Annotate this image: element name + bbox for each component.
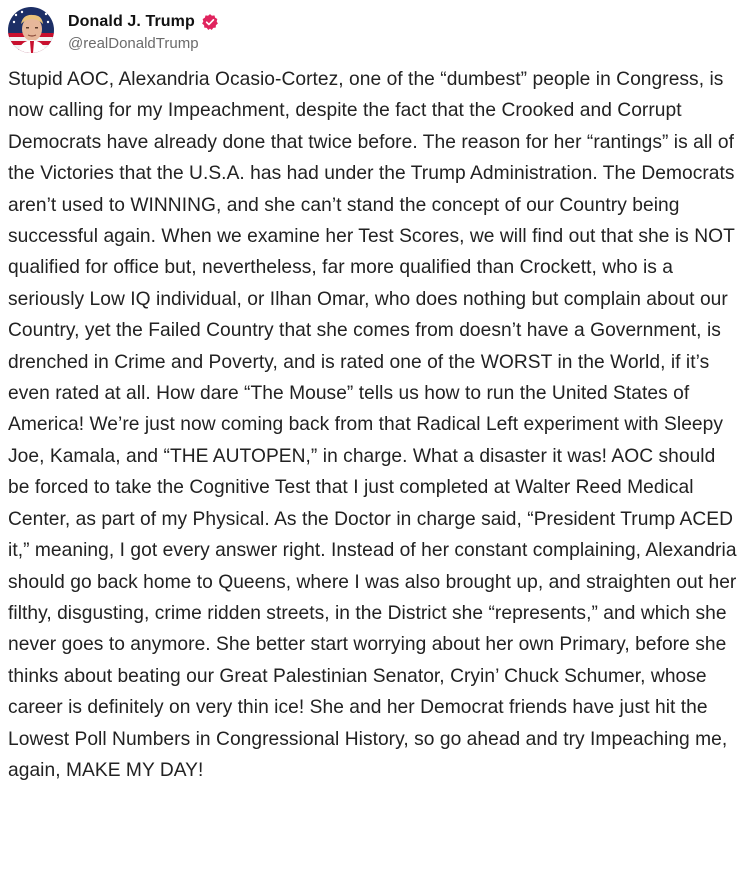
name-row <box>68 11 219 33</box>
author-handle[interactable]: @realDonaldTrump <box>68 34 199 52</box>
author-display-name[interactable]: Donald J. Trump <box>68 12 195 30</box>
verified-badge-icon <box>201 13 219 31</box>
profile-avatar[interactable] <box>8 7 54 53</box>
post-body-text: Stupid AOC, Alexandria Ocasio-Cortez, one of the “dumbest” people in Congress, is now calling for my Impeachment, despite the fact that the Crooked and Corrupt Democrats have already done that twice before. The reason for her “rantings” is all of the Victories that the U.S.A. has had under the Trump Administration. The Democrats aren’t used to WINNING, and she can’t stand the concept of our Country being successful again. When we examine her Test Scores, we will find out that she is NOT qualified for office but, nevertheless, far more qualified than Crockett, who is a seriously Low IQ individual, or Ilhan Omar, who does nothing but complain about our Country, yet the Failed Country that she comes from doesn’t have a Government, is drenched in Crime and Poverty, and is rated one of the WORST in the World, if it’s even rated at all. How dare “The Mouse” tells us how to run the United States of America! We’re just now coming back from that Radical Left experiment with Sleepy Joe, Kamala, and “THE AUTOPEN,” in charge. What a disaster it was! AOC should be forced to take the Cognitive Test that I just completed at Walter Reed Medical Center, as part of my Physical. As the Doctor in charge said, “President Trump ACED it,” meaning, I got every answer right. Instead of her constant complaining, Alexandria should go back home to Queens, where I was also brought up, and straighten out her filthy, disgusting, crime ridden streets, in the District she “represents,” and which she never goes to anymore. She better start worrying about her own Primary, before she thinks about beating our Great Palestinian Senator, Cryin’ Chuck Schumer, whose career is definitely on very thin ice! She and her Democrat friends have just hit the Lowest Poll Numbers in Congressional History, so go ahead and try Impeaching me, again, MAKE MY DAY! <box>8 69 737 781</box>
author-identity <box>68 9 219 52</box>
avatar-image <box>8 7 54 53</box>
post-header <box>8 0 741 60</box>
